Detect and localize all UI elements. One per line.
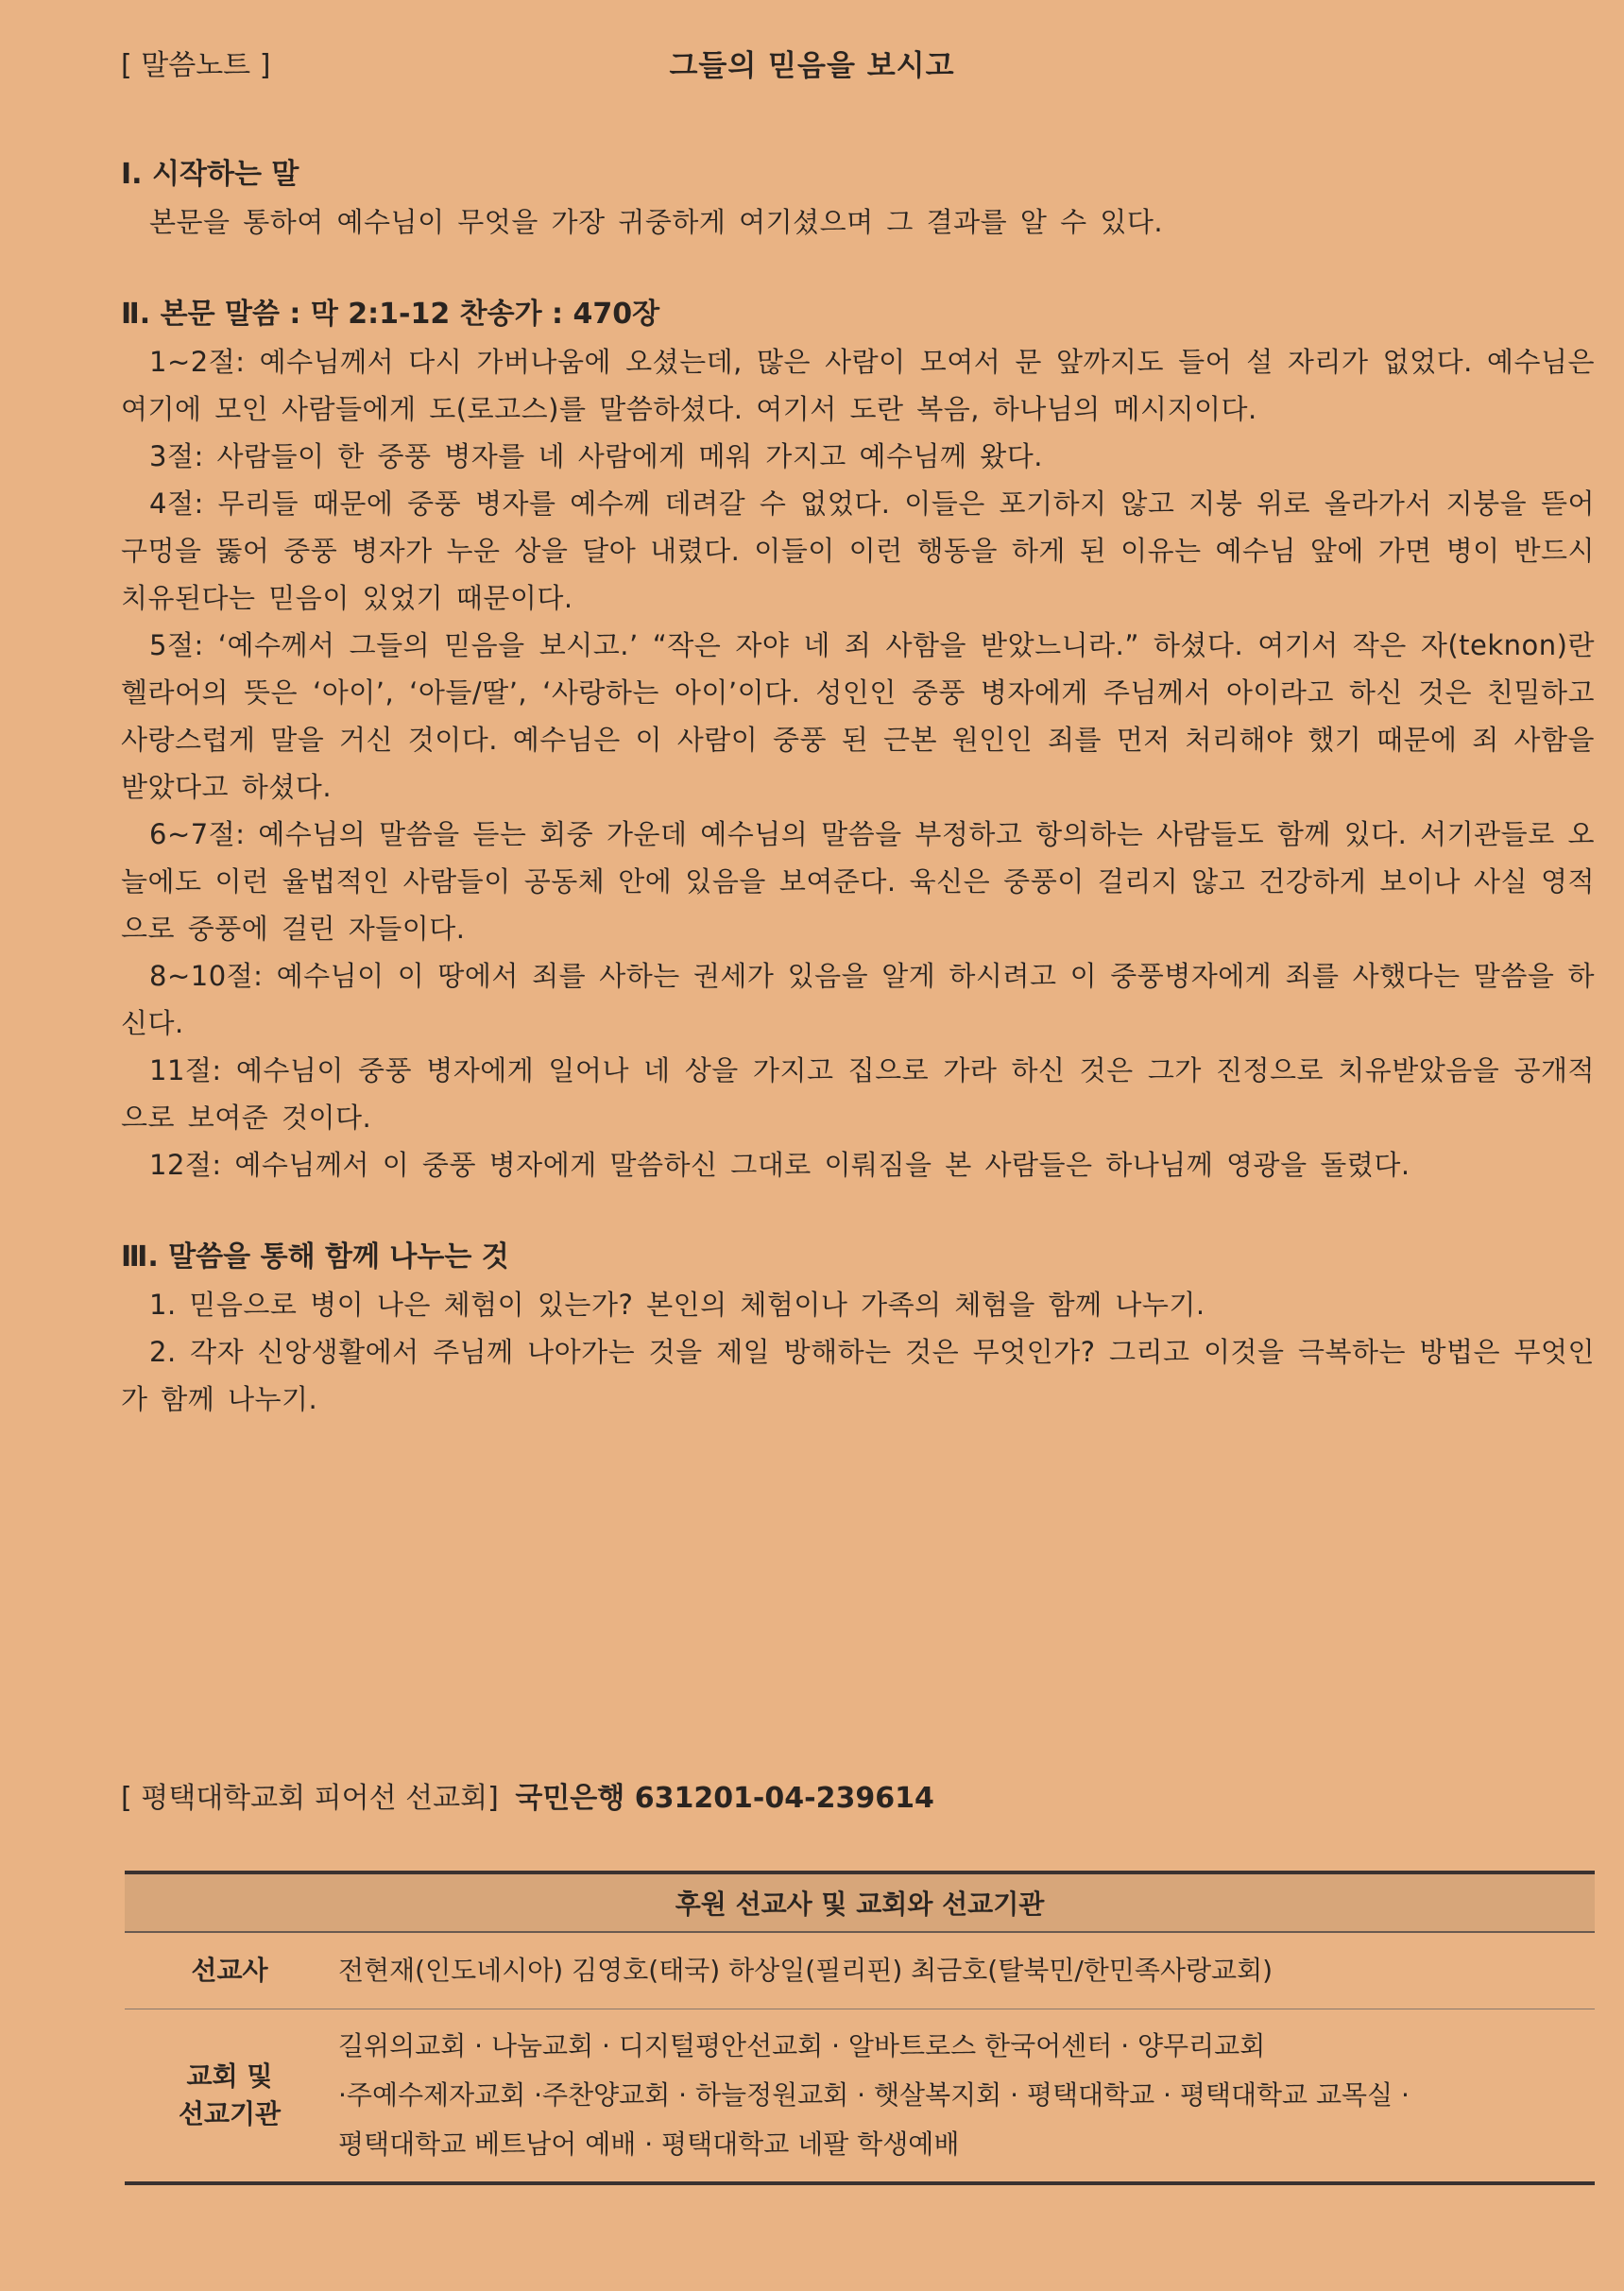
verse-paragraph: 3절: 사람들이 한 중풍 병자를 네 사람에게 메워 가지고 예수님께 왔다. [149,440,1044,472]
header-tag: [ 말씀노트 ] [121,49,271,82]
churches-label-line: 교회 및 [186,2060,273,2092]
spacer [121,1188,1595,1234]
section-3-heading: Ⅲ. 말씀을 통해 함께 나누는 것 [121,1240,509,1274]
section-2-heading: Ⅱ. 본문 말씀 : 막 2:1-12 찬송가 : 470장 [121,298,660,331]
verse-paragraph: 5절: ‘예수께서 그들의 믿음을 보시고.’ “작은 자야 네 죄 사함을 받았느니라.” 하셨다. 여기서 작은 자(teknon)란 헬라어의 뜻은 ‘아이’, ‘아들/딸’, ‘사랑하는 아이’이다. 성인인 중풍 병자에게 주님께서 아이라고 하신 것은 친밀하고 사랑스럽게 말을 거신 것이다. 예수님은 이 사람이 중풍 된 근본 원인인 죄를 먼저 처리해야 했기 때문에 죄 사함을 받았다고 하셨다. [121,629,1595,803]
churches-list [334,2009,1595,2184]
table-row [125,2009,1595,2184]
account-label: [ 평택대학교회 피어선 선교회] [121,1782,499,1815]
support-table-title: 후원 선교사 및 교회와 선교기관 [125,1872,1595,1932]
missionary-label: 선교사 [125,1932,334,2009]
verse-paragraph: 11절: 예수님이 중풍 병자에게 일어나 네 상을 가지고 집으로 가라 하신 것은 그가 진정으로 치유받았음을 공개적으로 보여준 것이다. [121,1054,1595,1134]
discussion-item: 2. 각자 신앙생활에서 주님께 나아가는 것을 제일 방해하는 것은 무엇인가? 그리고 이것을 극복하는 방법은 무엇인가 함께 나누기. [121,1336,1595,1415]
section-1-heading: Ⅰ. 시작하는 말 [121,158,299,191]
section-1-body: 본문을 통하여 예수님이 무엇을 가장 귀중하게 여기셨으며 그 결과를 알 수 있다. [149,206,1164,238]
churches-label-line: 선교기관 [178,2098,282,2129]
verse-paragraph: 8~10절: 예수님이 이 땅에서 죄를 사하는 권세가 있음을 알게 하시려고 이 중풍병자에게 죄를 사했다는 말씀을 하신다. [121,960,1595,1039]
sermon-content [121,151,1595,1423]
verse-paragraph: 4절: 무리들 때문에 중풍 병자를 예수께 데려갈 수 없었다. 이들은 포기하지 않고 지붕 위로 올라가서 지붕을 뜯어 구멍을 뚫어 중풍 병자가 누운 상을 달아 내렸다. 이들이 이런 행동을 하게 된 이유는 예수님 앞에 가면 병이 반드시 치유된다는 믿음이 있었기 때문이다. [121,487,1595,614]
verse-paragraph: 12절: 예수님께서 이 중풍 병자에게 말씀하신 그대로 이뤄짐을 본 사람들은 하나님께 영광을 돌렸다. [149,1149,1410,1181]
support-table [125,1871,1595,2185]
churches-label [125,2009,334,2184]
churches-line: ·주예수제자교회 ·주찬양교회 · 하늘정원교회 · 햇살복지회 · 평택대학교 · 평택대학교 교목실 · [338,2079,1410,2111]
verse-paragraph: 1~2절: 예수님께서 다시 가버나움에 오셨는데, 많은 사람이 모여서 문 앞까지도 들어 설 자리가 없었다. 예수님은 여기에 모인 사람들에게 도(로고스)를 말씀하셨다. 여기서 도란 복음, 하나님의 메시지이다. [121,346,1595,425]
churches-line: 길위의교회 · 나눔교회 · 디지털평안선교회 · 알바트로스 한국어센터 · 양무리교회 [338,2030,1266,2061]
page-title: 그들의 믿음을 보시고 [669,49,955,83]
table-row [125,1932,1595,2009]
missionary-list: 전현재(인도네시아) 김영호(태국) 하상일(필리핀) 최금호(탈북민/한민족사랑교회) [334,1932,1595,2009]
discussion-item: 1. 믿음으로 병이 나은 체험이 있는가? 본인의 체험이나 가족의 체험을 함께 나누기. [149,1289,1205,1321]
churches-line: 평택대학교 베트남어 예배 · 평택대학교 네팔 학생예배 [338,2129,960,2160]
spacer [121,246,1595,291]
verse-paragraph: 6~7절: 예수님의 말씀을 듣는 회중 가운데 예수님의 말씀을 부정하고 항의하는 사람들도 함께 있다. 서기관들로 오늘에도 이런 율법적인 사람들이 공동체 안에 있음을 보여준다. 육신은 중풍이 걸리지 않고 건강하게 보이나 사실 영적으로 중풍에 걸린 자들이다. [121,818,1595,945]
donation-account [121,1774,934,1816]
bank-account-number: 국민은행 631201-04-239614 [515,1782,934,1815]
